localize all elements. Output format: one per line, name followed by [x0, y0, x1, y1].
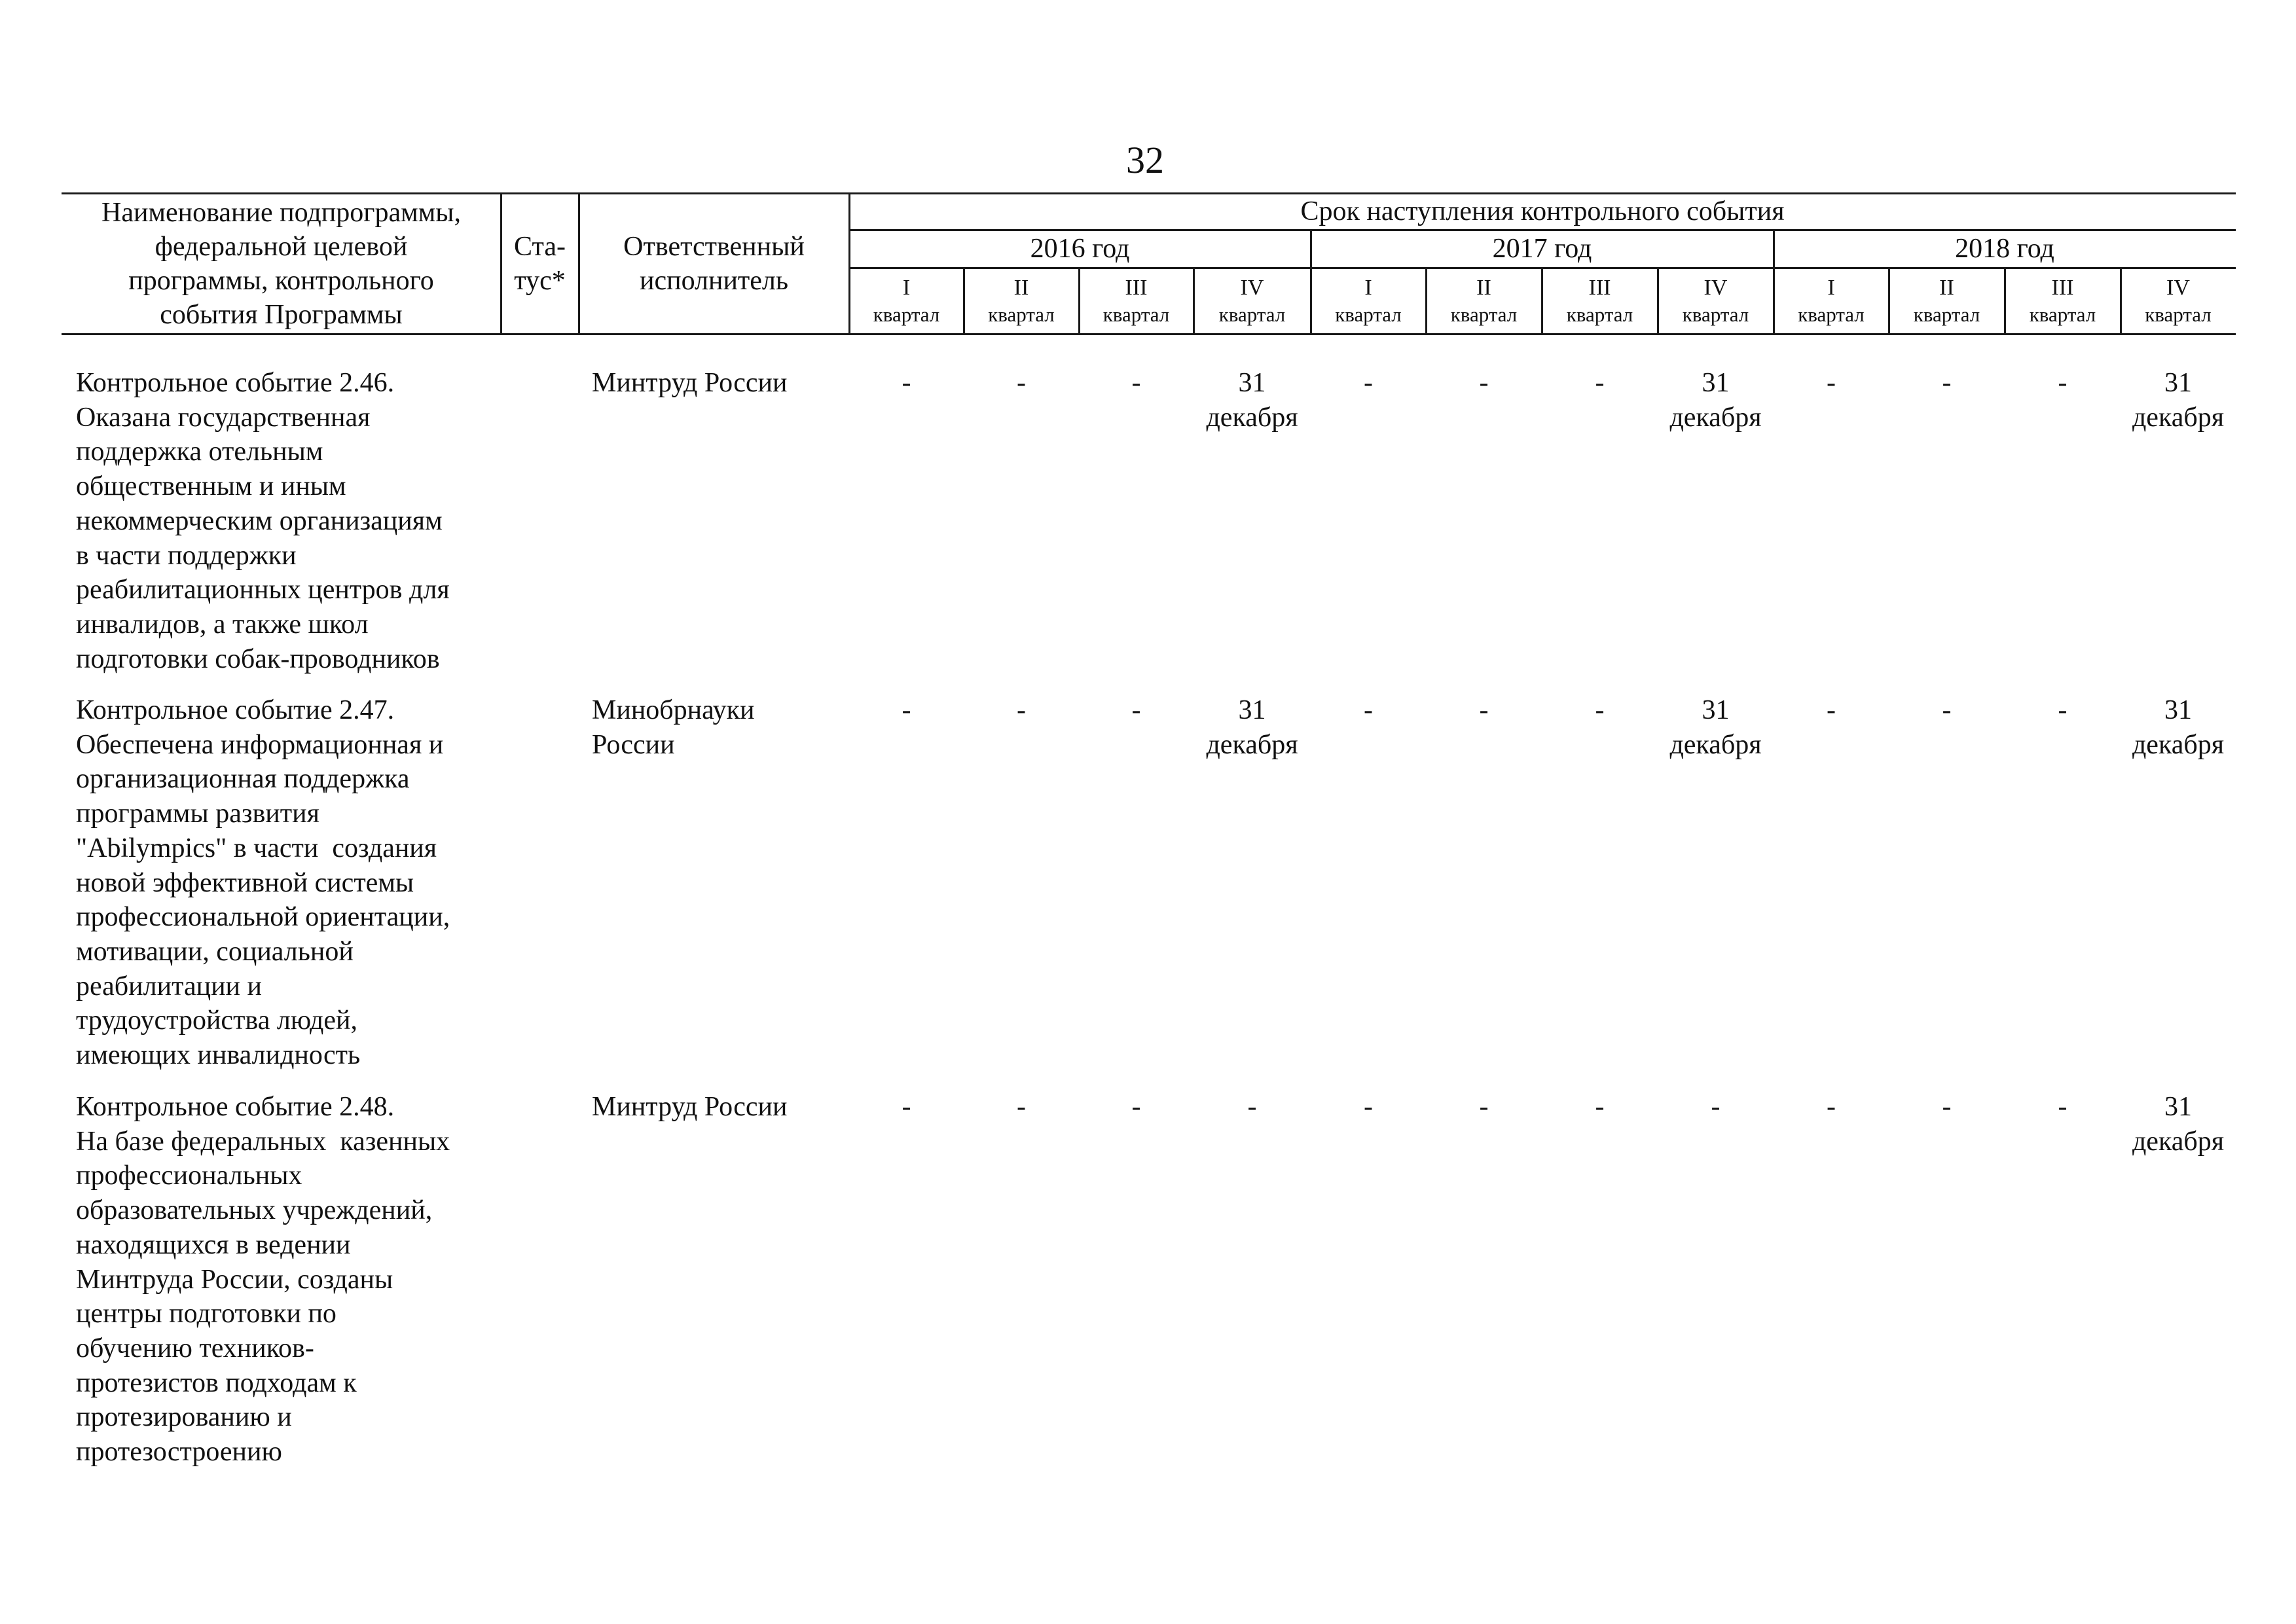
header-name-line: события Программы — [160, 299, 403, 330]
quarter-deadline — [964, 693, 1079, 728]
event-name-line: мотивации, социальной — [76, 936, 354, 967]
event-executor — [592, 366, 847, 401]
quarter-deadline — [1079, 693, 1194, 728]
event-name-line: поддержка отельным — [76, 437, 323, 467]
page-number: 32 — [1126, 139, 1164, 181]
quarter-deadline-line: - — [2058, 1092, 2068, 1122]
quarter-number: II — [1013, 275, 1029, 300]
quarter-number: I — [902, 275, 911, 300]
event-name-line: реабилитации и — [76, 971, 262, 1001]
event-name-line: протезированию и — [76, 1402, 292, 1433]
quarter-deadline — [1774, 693, 1889, 728]
quarter-deadline-line: - — [1247, 1092, 1257, 1122]
quarter-deadline — [2005, 693, 2121, 728]
quarter-deadline — [2005, 1090, 2121, 1125]
event-name-line: Оказана государственная — [76, 402, 371, 433]
quarter-deadline-line: 31 — [1702, 368, 1730, 398]
event-name-line: Обеспечена информационная и — [76, 729, 444, 760]
event-name-line: Контрольное событие 2.47. — [76, 695, 395, 725]
quarter-deadline-line: - — [1479, 368, 1489, 398]
event-name-line: подготовки собак-проводников — [76, 643, 440, 674]
event-name-line: инвалидов, а также школ — [76, 609, 369, 640]
quarter-deadline — [2121, 1090, 2236, 1159]
quarter-deadline — [1311, 1090, 1426, 1125]
event-name-line: центры подготовки по — [76, 1299, 337, 1329]
header-name-line: программы, контрольного — [128, 265, 434, 296]
quarter-number: III — [1588, 275, 1611, 300]
event-executor — [592, 1090, 847, 1125]
quarter-deadline-line: - — [1827, 1092, 1836, 1122]
quarter-deadline — [1658, 693, 1774, 762]
quarter-deadline-line: декабря — [1206, 729, 1298, 760]
quarter-deadline-line: декабря — [2132, 402, 2225, 433]
quarter-number: IV — [1240, 275, 1264, 300]
quarter-word: квартал — [1450, 302, 1518, 326]
header-name — [62, 193, 501, 334]
header-year-line: 2016 год — [1030, 234, 1130, 264]
quarter-deadline — [2005, 366, 2121, 401]
event-name-line: Контрольное событие 2.48. — [76, 1092, 395, 1122]
header-quarter — [1079, 268, 1194, 334]
quarter-word: квартал — [1682, 302, 1749, 326]
quarter-deadline-line: 31 — [2164, 368, 2192, 398]
header-quarter — [1774, 268, 1889, 334]
header-executor-line: исполнитель — [639, 265, 789, 296]
header-status-line: тус* — [514, 265, 566, 296]
quarter-number: IV — [2166, 275, 2190, 300]
quarter-deadline — [1079, 1090, 1194, 1125]
header-quarter — [1311, 268, 1426, 334]
event-name-line: профессиональной ориентации, — [76, 902, 450, 933]
quarter-deadline-line: - — [1711, 1092, 1721, 1122]
quarter-word: квартал — [1335, 302, 1402, 326]
header-year-line: 2018 год — [1955, 234, 2054, 264]
header-quarter — [2005, 268, 2121, 334]
quarter-deadline — [1889, 1090, 2005, 1125]
event-executor-line: Минтруд России — [592, 368, 788, 398]
quarter-deadline-line: - — [1131, 368, 1141, 398]
quarter-deadline — [849, 1090, 964, 1125]
quarter-deadline-line: - — [1479, 695, 1489, 725]
event-name-line: в части поддержки — [76, 540, 297, 571]
quarter-deadline — [1426, 1090, 1542, 1125]
quarter-deadline — [1658, 1090, 1774, 1125]
quarter-number: III — [1125, 275, 1148, 300]
quarter-deadline — [1774, 1090, 1889, 1125]
header-name-line: федеральной целевой — [155, 231, 408, 262]
event-name-line: образовательных учреждений, — [76, 1195, 433, 1226]
quarter-deadline — [1774, 366, 1889, 401]
event-name-line: протезостроению — [76, 1437, 282, 1468]
quarter-deadline-line: - — [2058, 368, 2068, 398]
quarter-deadline — [1079, 366, 1194, 401]
header-quarter — [1542, 268, 1658, 334]
quarter-number: III — [2051, 275, 2074, 300]
header-status — [501, 193, 579, 334]
header-quarter — [1194, 268, 1311, 334]
quarter-deadline-line: 31 — [1238, 695, 1266, 725]
event-executor — [592, 693, 847, 762]
quarter-deadline-line: декабря — [2132, 729, 2225, 760]
quarter-deadline-line: - — [1942, 1092, 1952, 1122]
event-name — [76, 1090, 501, 1470]
quarter-deadline — [2121, 693, 2236, 762]
quarter-deadline — [1194, 366, 1311, 435]
quarter-deadline-line: - — [1364, 1092, 1373, 1122]
event-name-line: "Abilympics" в части создания — [76, 833, 437, 863]
quarter-deadline — [1311, 366, 1426, 401]
event-name-line: реабилитационных центров для — [76, 575, 450, 605]
quarter-deadline-line: - — [1595, 695, 1605, 725]
quarter-deadline-line: - — [1942, 695, 1952, 725]
header-year-line: 2017 год — [1492, 234, 1592, 264]
event-name — [76, 366, 501, 676]
quarter-deadline-line: - — [1017, 1092, 1026, 1122]
header-quarter — [1658, 268, 1774, 334]
quarter-deadline — [1426, 366, 1542, 401]
quarter-deadline-line: - — [902, 695, 911, 725]
quarter-deadline-line: - — [902, 368, 911, 398]
quarter-word: квартал — [2029, 302, 2096, 326]
quarter-word: квартал — [1218, 302, 1286, 326]
event-name-line: новой эффективной системы — [76, 867, 414, 898]
header-executor-line: Ответственный — [623, 231, 805, 262]
quarter-number: II — [1939, 275, 1954, 300]
quarter-deadline-line: - — [1479, 1092, 1489, 1122]
quarter-deadline-line: 31 — [1702, 695, 1730, 725]
header-period-title — [849, 193, 2236, 230]
quarter-deadline-line: - — [1364, 368, 1373, 398]
event-name-line: протезистов подходам к — [76, 1367, 357, 1398]
quarter-number: IV — [1704, 275, 1728, 300]
quarter-word: квартал — [2145, 302, 2212, 326]
event-name-line: некоммерческим организациям — [76, 505, 443, 536]
quarter-deadline-line: 31 — [2164, 695, 2192, 725]
quarter-word: квартал — [1913, 302, 1980, 326]
quarter-word: квартал — [988, 302, 1055, 326]
header-quarter — [1426, 268, 1542, 334]
quarter-deadline-line: декабря — [1669, 729, 1762, 760]
quarter-word: квартал — [1566, 302, 1633, 326]
quarter-number: II — [1476, 275, 1491, 300]
quarter-deadline — [1542, 693, 1658, 728]
event-name-line: Контрольное событие 2.46. — [76, 368, 395, 398]
quarter-deadline-line: - — [1364, 695, 1373, 725]
header-year — [1774, 230, 2236, 268]
header-quarter — [2121, 268, 2236, 334]
quarter-number: I — [1827, 275, 1835, 300]
quarter-deadline — [1889, 366, 2005, 401]
event-name-line: На базе федеральных казенных — [76, 1126, 450, 1157]
event-name-line: обучению техников- — [76, 1333, 314, 1363]
quarter-word: квартал — [1798, 302, 1865, 326]
quarter-deadline-line: декабря — [1206, 402, 1298, 433]
quarter-word: квартал — [1102, 302, 1170, 326]
event-name-line: Минтруда России, созданы — [76, 1264, 393, 1295]
quarter-deadline-line: - — [1595, 368, 1605, 398]
quarter-deadline — [1542, 1090, 1658, 1125]
header-quarter — [1889, 268, 2005, 334]
header-year — [1311, 230, 1774, 268]
quarter-deadline-line: 31 — [1238, 368, 1266, 398]
quarter-deadline-line: декабря — [2132, 1126, 2225, 1157]
quarter-deadline-line: - — [1827, 695, 1836, 725]
quarter-deadline — [2121, 366, 2236, 435]
quarter-deadline-line: - — [1595, 1092, 1605, 1122]
event-name-line: находящихся в ведении — [76, 1229, 351, 1260]
quarter-deadline — [1194, 1090, 1311, 1125]
quarter-deadline-line: - — [1131, 1092, 1141, 1122]
quarter-deadline-line: - — [2058, 695, 2068, 725]
header-quarter — [964, 268, 1079, 334]
quarter-deadline-line: - — [1017, 695, 1026, 725]
header-quarter — [849, 268, 964, 334]
quarter-deadline — [1311, 693, 1426, 728]
quarter-deadline-line: - — [902, 1092, 911, 1122]
event-name-line: общественным и иным — [76, 471, 346, 502]
quarter-deadline — [1658, 366, 1774, 435]
quarter-deadline — [1542, 366, 1658, 401]
header-executor — [579, 193, 849, 334]
header-year — [849, 230, 1311, 268]
quarter-deadline-line: - — [1942, 368, 1952, 398]
event-name-line: организационная поддержка — [76, 764, 410, 795]
quarter-deadline-line: 31 — [2164, 1092, 2192, 1122]
event-executor-line: Минтруд России — [592, 1092, 788, 1122]
event-name — [76, 693, 501, 1073]
quarter-deadline — [964, 366, 1079, 401]
quarter-deadline — [1426, 693, 1542, 728]
quarter-deadline — [1194, 693, 1311, 762]
event-name-line: программы развития — [76, 799, 319, 829]
event-executor-line: Минобрнауки — [592, 695, 755, 725]
header-status-line: Ста- — [514, 231, 566, 262]
quarter-deadline — [849, 366, 964, 401]
quarter-deadline — [1889, 693, 2005, 728]
event-name-line: профессиональных — [76, 1161, 302, 1191]
quarter-deadline — [964, 1090, 1079, 1125]
header-period-title-line: Срок наступления контрольного события — [1300, 196, 1785, 226]
quarter-deadline-line: - — [1827, 368, 1836, 398]
event-name-line: имеющих инвалидность — [76, 1040, 361, 1071]
quarter-deadline-line: декабря — [1669, 402, 1762, 433]
quarter-deadline — [849, 693, 964, 728]
header-name-line: Наименование подпрограммы, — [101, 197, 461, 228]
quarter-deadline-line: - — [1131, 695, 1141, 725]
event-executor-line: России — [592, 729, 675, 760]
quarter-number: I — [1364, 275, 1372, 300]
event-name-line: трудоустройства людей, — [76, 1005, 358, 1036]
quarter-word: квартал — [873, 302, 940, 326]
quarter-deadline-line: - — [1017, 368, 1026, 398]
